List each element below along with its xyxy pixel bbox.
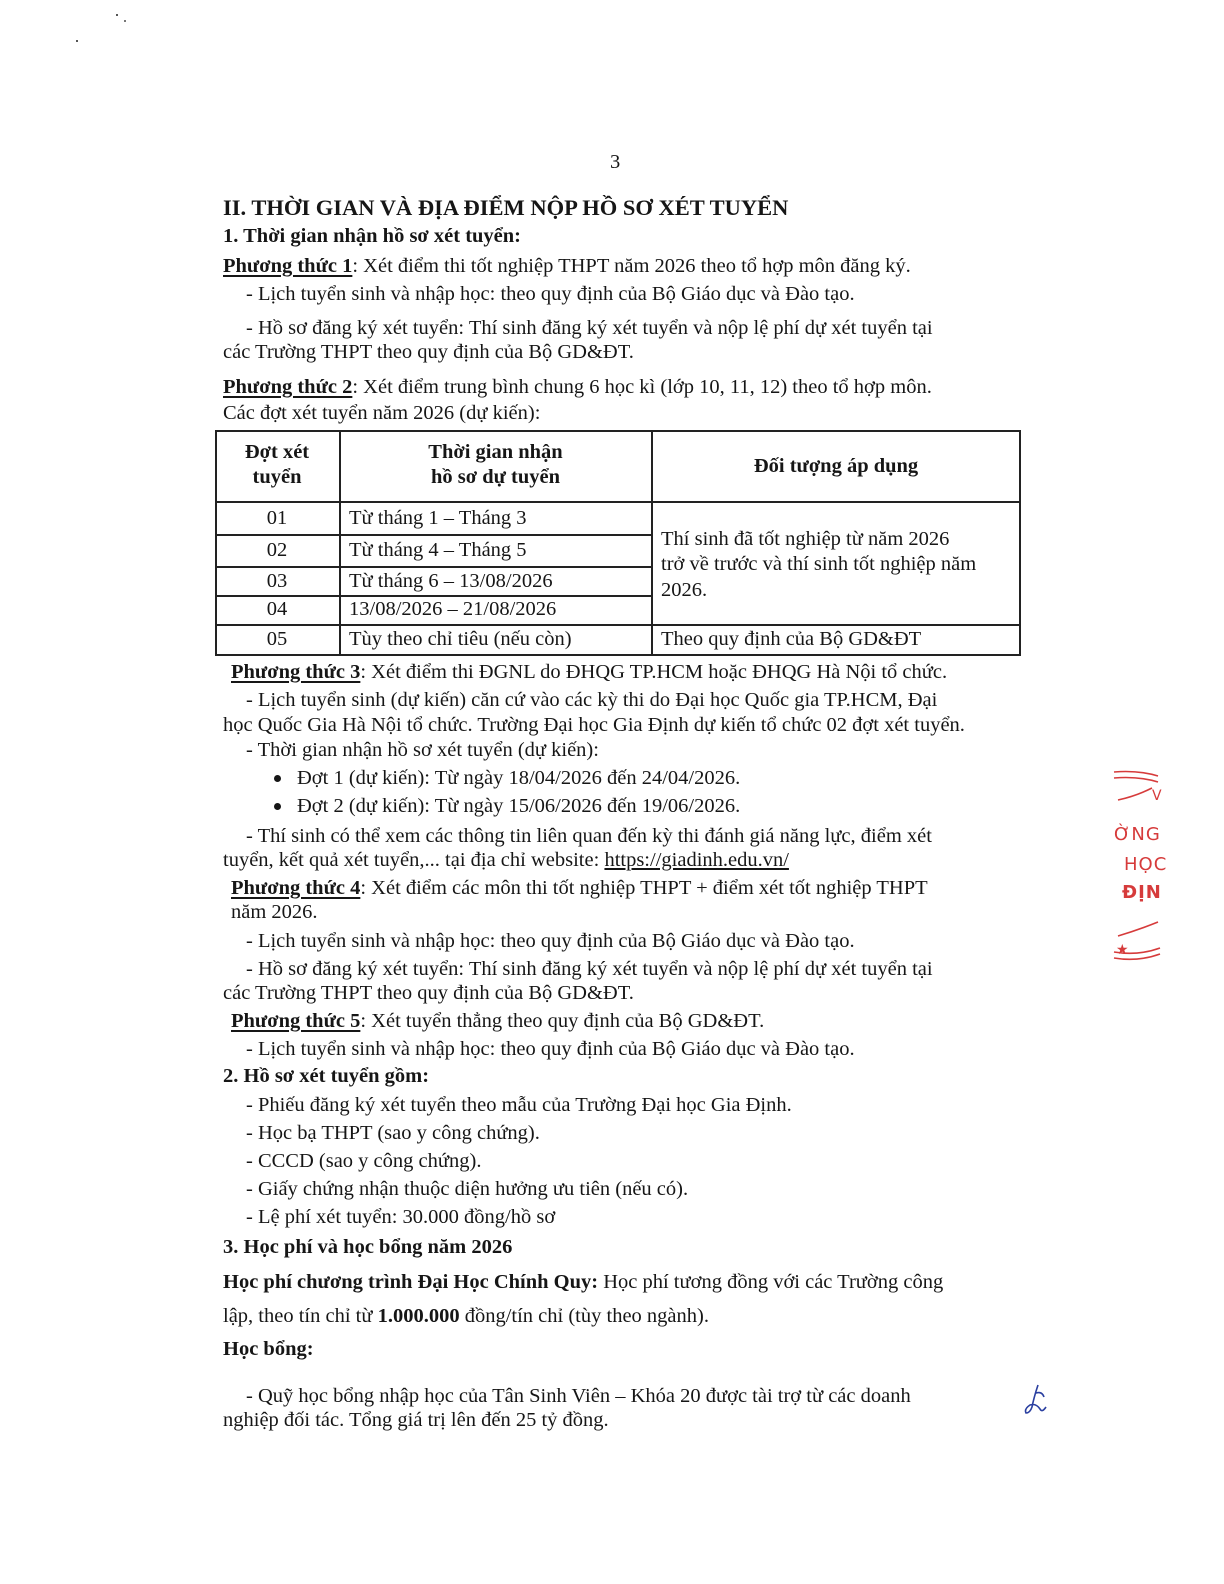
list-item: - Học bạ THPT (sao y công chứng). <box>246 1122 540 1144</box>
method5-text: : Xét tuyển thẳng theo quy định của Bộ GD&ĐT. <box>360 1010 765 1032</box>
method2-line <box>223 375 932 399</box>
school-stamp <box>1108 766 1168 966</box>
list-item: - Lệ phí xét tuyển: 30.000 đồng/hồ sơ <box>246 1206 556 1228</box>
fee-line2 <box>223 1304 709 1328</box>
method4-label: Phương thức 4 <box>231 877 361 899</box>
list-item: - Phiếu đăng ký xét tuyển theo mẫu của Trường Đại học Gia Định. <box>246 1094 792 1116</box>
table-row-4-time: 13/08/2026 – 21/08/2026 <box>349 598 557 620</box>
target-a-line1: Thí sinh đã tốt nghiệp từ năm 2026 <box>661 528 950 550</box>
method1-label: Phương thức 1 <box>223 255 353 277</box>
part3-heading: 3. Học phí và học bổng năm 2026 <box>223 1236 513 1258</box>
stamp-text-2: HỌC <box>1124 854 1168 875</box>
method4-text2: năm 2026. <box>231 901 318 923</box>
table-row-2-time: Từ tháng 4 – Tháng 5 <box>349 539 527 561</box>
page-number: 3 <box>610 151 621 173</box>
method4-dossier-a: - Hồ sơ đăng ký xét tuyển: Thí sinh đăng ký xét tuyển và nộp lệ phí dự xét tuyển tại <box>246 958 933 980</box>
table-row-4-round: 04 <box>266 598 288 620</box>
scholarship-line1: - Quỹ học bổng nhập học của Tân Sinh Viên – Khóa 20 được tài trợ từ các doanh <box>246 1385 911 1407</box>
header-round-a: Đợt xét <box>244 441 310 463</box>
method3-label: Phương thức 3 <box>231 661 361 683</box>
table-row-5-time: Tùy theo chỉ tiêu (nếu còn) <box>349 628 572 650</box>
fee-text-a: lập, theo tín chỉ từ <box>223 1305 378 1327</box>
method3-line <box>231 660 947 684</box>
method5-line <box>231 1009 764 1033</box>
method3-schedule-a: - Lịch tuyển sinh (dự kiến) căn cứ vào các kỳ thi do Đại học Quốc gia TP.HCM, Đại <box>246 689 938 711</box>
website-link[interactable]: https://giadinh.edu.vn/ <box>604 849 789 871</box>
method2-text: : Xét điểm trung bình chung 6 học kì (lớp 10, 11, 12) theo tổ hợp môn. <box>352 376 932 398</box>
method2-label: Phương thức 2 <box>223 376 353 398</box>
method4-dossier-b: các Trường THPT theo quy định của Bộ GD&ĐT. <box>223 982 634 1004</box>
part2-heading: 2. Hồ sơ xét tuyển gồm: <box>223 1065 430 1087</box>
method1-line <box>223 254 911 278</box>
method1-dossier-a: - Hồ sơ đăng ký xét tuyển: Thí sinh đăng ký xét tuyển và nộp lệ phí dự xét tuyển tại <box>246 317 933 339</box>
header-round-b: tuyển <box>252 466 302 488</box>
part1-heading: 1. Thời gian nhận hồ sơ xét tuyển: <box>223 225 522 247</box>
table-row-3-time: Từ tháng 6 – 13/08/2026 <box>349 570 553 592</box>
method4-schedule: - Lịch tuyển sinh và nhập học: theo quy định của Bộ Giáo dục và Đào tạo. <box>246 930 855 952</box>
table-row-3-round: 03 <box>266 570 288 592</box>
method1-dossier-b: các Trường THPT theo quy định của Bộ GD&ĐT. <box>223 341 634 363</box>
list-item: - Giấy chứng nhận thuộc diện hưởng ưu tiên (nếu có). <box>246 1178 689 1200</box>
method3-info-a: - Thí sinh có thể xem các thông tin liên quan đến kỳ thi đánh giá năng lực, điểm xét <box>246 825 932 847</box>
svg-text:V: V <box>1152 788 1162 804</box>
bullet-dot <box>274 775 281 782</box>
table-row-1-round: 01 <box>266 507 288 529</box>
method3-info-text: tuyển, kết quả xét tuyển,... tại địa chỉ website: <box>223 849 605 871</box>
method1-schedule: - Lịch tuyển sinh và nhập học: theo quy định của Bộ Giáo dục và Đào tạo. <box>246 283 855 305</box>
svg-text:★: ★ <box>1116 942 1129 958</box>
header-time-a: Thời gian nhận <box>428 441 563 463</box>
method4-line <box>231 876 928 900</box>
scholarship-line2: nghiệp đối tác. Tổng giá trị lên đến 25 tỷ đồng. <box>223 1409 609 1431</box>
target-a-line3: 2026. <box>661 579 708 601</box>
table-row-1-time: Từ tháng 1 – Tháng 3 <box>349 507 527 529</box>
fee-text-b: đồng/tín chỉ (tùy theo ngành). <box>459 1305 709 1327</box>
table-row-5-round: 05 <box>266 628 288 650</box>
method5-label: Phương thức 5 <box>231 1010 361 1032</box>
method4-text: : Xét điểm các môn thi tốt nghiệp THPT + điểm xét tốt nghiệp THPT <box>360 877 928 899</box>
fee-line1 <box>223 1270 943 1294</box>
stamp-text-3: ĐỊN <box>1122 882 1162 903</box>
method3-round2: Đợt 2 (dự kiến): Từ ngày 15/06/2026 đến 19/06/2026. <box>297 795 741 817</box>
scholarship-heading: Học bổng: <box>223 1338 314 1360</box>
target-b: Theo quy định của Bộ GD&ĐT <box>661 628 922 650</box>
stamp-text-1: ỜNG <box>1114 824 1161 845</box>
section-title: II. THỜI GIAN VÀ ĐỊA ĐIỂM NỘP HỒ SƠ XÉT TUYỂN <box>223 195 789 220</box>
method3-round1: Đợt 1 (dự kiến): Từ ngày 18/04/2026 đến 24/04/2026. <box>297 767 741 789</box>
method3-info-b <box>223 848 789 872</box>
bullet-dot <box>274 803 281 810</box>
header-time-b: hồ sơ dự tuyển <box>430 466 561 488</box>
rounds-table <box>215 430 1021 655</box>
method3-text: : Xét điểm thi ĐGNL do ĐHQG TP.HCM hoặc ĐHQG Hà Nội tổ chức. <box>360 661 948 683</box>
fee-text: Học phí tương đồng với các Trường công <box>598 1271 944 1293</box>
fee-amount: 1.000.000 <box>377 1305 460 1327</box>
table-row-2-round: 02 <box>266 539 288 561</box>
header-target: Đối tượng áp dụng <box>753 455 919 477</box>
list-item: - CCCD (sao y công chứng). <box>246 1150 482 1172</box>
fee-label: Học phí chương trình Đại Học Chính Quy: <box>223 1271 599 1293</box>
target-a-line2: trở về trước và thí sinh tốt nghiệp năm <box>661 553 977 575</box>
method3-time-intro: - Thời gian nhận hồ sơ xét tuyển (dự kiến): <box>246 739 599 761</box>
signature-icon <box>1022 1383 1048 1417</box>
method1-text: : Xét điểm thi tốt nghiệp THPT năm 2026 theo tổ hợp môn đăng ký. <box>352 255 911 277</box>
method2-rounds-intro: Các đợt xét tuyển năm 2026 (dự kiến): <box>223 402 541 424</box>
method5-schedule: - Lịch tuyển sinh và nhập học: theo quy định của Bộ Giáo dục và Đào tạo. <box>246 1038 855 1060</box>
method3-schedule-b: học Quốc Gia Hà Nội tổ chức. Trường Đại học Gia Định dự kiến tổ chức 02 đợt xét tuyển. <box>223 714 965 736</box>
